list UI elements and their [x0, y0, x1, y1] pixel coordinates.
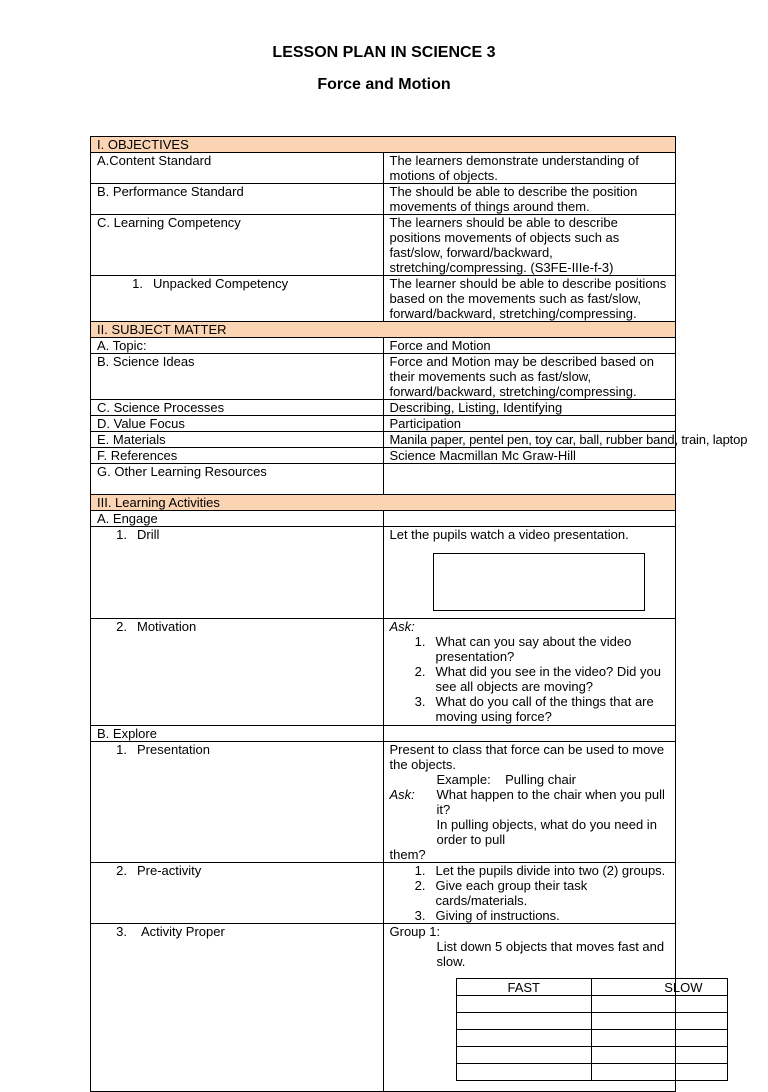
item-label: Drill	[137, 527, 160, 542]
lesson-plan-table	[90, 136, 748, 1092]
table-row	[91, 338, 676, 354]
item-number: 1.	[116, 527, 127, 542]
table-row	[91, 448, 676, 464]
row-label: C. Science Processes	[91, 400, 384, 416]
row-value: Manila paper, pentel pen, toy car, ball, rubber band, train, laptop	[383, 432, 676, 448]
table-header-row	[456, 979, 727, 996]
row-label: C. Learning Competency	[91, 215, 384, 276]
table-row	[91, 863, 676, 924]
slow-cell	[592, 1064, 728, 1081]
slow-cell	[592, 1030, 728, 1047]
fast-cell	[456, 1064, 592, 1081]
row-value: Science Macmillan Mc Graw-Hill	[383, 448, 676, 464]
item-number: 1.	[414, 634, 426, 649]
row-label: D. Value Focus	[91, 416, 384, 432]
section-heading: III. Learning Activities	[91, 495, 676, 511]
row-value: Force and Motion	[383, 338, 676, 354]
table-row	[91, 184, 676, 215]
fast-cell	[456, 1030, 592, 1047]
table-row	[91, 924, 676, 1092]
item-label: Presentation	[137, 742, 210, 757]
list-item	[390, 908, 670, 923]
list-item	[390, 863, 670, 878]
item-number: 3.	[414, 908, 426, 923]
row-value	[383, 924, 703, 1092]
ask-label: Ask:	[389, 619, 415, 634]
table-row	[91, 354, 676, 400]
item-number: 3.	[116, 924, 127, 939]
question-text: In pulling objects, what do you need in order to pull	[436, 817, 657, 847]
section-objectives	[91, 137, 676, 153]
item-number: 2.	[116, 619, 127, 634]
page-subtitle: Force and Motion	[317, 76, 451, 93]
table-row	[91, 742, 676, 863]
item-label: Pre-activity	[137, 863, 202, 878]
item-number: 2.	[414, 878, 426, 893]
question-list	[390, 634, 670, 724]
table-row	[91, 527, 676, 619]
item-number: 3.	[414, 694, 426, 709]
row-label	[91, 276, 384, 322]
row-label: B. Science Ideas	[91, 354, 384, 400]
row-label: G. Other Learning Resources	[91, 464, 384, 495]
row-value: The learners demonstrate understanding of motions of objects.	[383, 153, 676, 184]
table-row	[456, 1047, 727, 1064]
row-label	[91, 742, 384, 863]
list-item	[390, 664, 670, 694]
group-label: Group 1:	[389, 924, 441, 939]
slow-header: SLOW	[592, 979, 728, 996]
item-number: 1.	[116, 742, 127, 757]
table-row	[91, 276, 676, 322]
table-row	[91, 726, 676, 742]
row-value: The learner should be able to describe positions based on the movements such as fast/slow, forward/backward, stretching/compressing.	[383, 276, 676, 322]
ask-label: Ask:	[389, 787, 415, 802]
item-number: 2.	[414, 664, 426, 679]
section-heading: I. OBJECTIVES	[91, 137, 676, 153]
section-subject-matter	[91, 322, 676, 338]
table-row	[91, 153, 676, 184]
table-row	[456, 1013, 727, 1030]
row-value	[383, 464, 676, 495]
fast-cell	[456, 996, 592, 1013]
row-label: A. Engage	[91, 511, 384, 527]
row-value	[383, 511, 676, 527]
table-row	[91, 416, 676, 432]
slow-cell	[592, 1013, 728, 1030]
row-value: Force and Motion may be described based on their movements such as fast/slow, forward/backward, stretching/compressing.	[383, 354, 676, 400]
item-number: 2.	[116, 863, 127, 878]
row-value: The learners should be able to describe positions movements of objects such as fast/slow, forward/backward, stretching/compressing. (S3FE-IIIe-f-3)	[383, 215, 676, 276]
ask-row	[390, 787, 670, 817]
row-label	[91, 619, 384, 726]
table-row	[456, 1064, 727, 1081]
row-label: A.Content Standard	[91, 153, 384, 184]
row-label: F. References	[91, 448, 384, 464]
table-row	[91, 400, 676, 416]
table-row	[91, 215, 676, 276]
row-value: Participation	[383, 416, 676, 432]
table-row	[91, 511, 676, 527]
fast-cell	[456, 1047, 592, 1064]
item-text: Giving of instructions.	[435, 908, 560, 923]
fast-header: FAST	[456, 979, 592, 996]
table-row	[91, 464, 676, 495]
item-text: What can you say about the video presentation?	[435, 634, 632, 664]
slow-cell	[592, 996, 728, 1013]
drill-text: Let the pupils watch a video presentation.	[389, 527, 629, 542]
row-value	[383, 527, 676, 619]
list-item	[390, 694, 670, 724]
item-text: Let the pupils divide into two (2) groups.	[435, 863, 666, 878]
table-row	[91, 619, 676, 726]
item-text: What did you see in the video? Did you see all objects are moving?	[435, 664, 661, 694]
slow-cell	[592, 1047, 728, 1064]
row-value	[383, 742, 676, 863]
row-label: E. Materials	[91, 432, 384, 448]
section-heading: II. SUBJECT MATTER	[91, 322, 676, 338]
item-text: What do you call of the things that are moving using force?	[435, 694, 654, 724]
section-learning-activities	[91, 495, 676, 511]
row-value: The should be able to describe the position movements of things around them.	[383, 184, 676, 215]
question-continuation: them?	[389, 847, 426, 862]
item-label: Activity Proper	[141, 924, 225, 939]
item-number: 1.	[414, 863, 426, 878]
row-label	[91, 924, 384, 1092]
item-label: Motivation	[137, 619, 197, 634]
list-item	[390, 878, 670, 908]
table-row	[456, 996, 727, 1013]
row-value	[383, 863, 676, 924]
item-text: Give each group their task cards/materials.	[435, 878, 588, 908]
video-placeholder	[433, 553, 645, 611]
row-label	[91, 527, 384, 619]
row-label: A. Topic:	[91, 338, 384, 354]
row-label: B. Performance Standard	[91, 184, 384, 215]
row-value: Describing, Listing, Identifying	[383, 400, 676, 416]
item-label: Unpacked Competency	[153, 276, 289, 291]
example-text: Example: Pulling chair	[436, 772, 576, 787]
fast-cell	[456, 1013, 592, 1030]
preactivity-list	[390, 863, 670, 923]
row-label: B. Explore	[91, 726, 384, 742]
page-title: LESSON PLAN IN SCIENCE 3	[272, 44, 496, 61]
row-value	[383, 619, 676, 726]
table-row	[456, 1030, 727, 1047]
list-item	[390, 634, 670, 664]
row-value	[383, 726, 676, 742]
fast-slow-table	[456, 978, 728, 1081]
item-number: 1.	[132, 276, 143, 291]
table-row	[91, 432, 676, 448]
presentation-text: Present to class that force can be used to move the objects.	[389, 742, 665, 772]
task-text: List down 5 objects that moves fast and slow.	[436, 939, 665, 969]
question-text: What happen to the chair when you pull it?	[436, 787, 665, 817]
row-label	[91, 863, 384, 924]
